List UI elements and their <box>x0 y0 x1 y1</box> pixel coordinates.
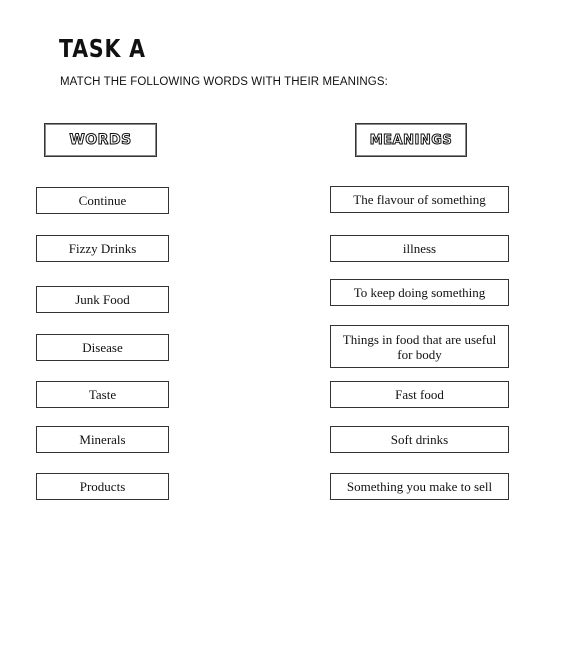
meaning-box: Soft drinks <box>330 426 509 453</box>
words-column-header: WORDS <box>44 123 157 157</box>
meaning-box: The flavour of something <box>330 186 509 213</box>
meaning-box: Fast food <box>330 381 509 408</box>
instruction-text: MATCH THE FOLLOWING WORDS WITH THEIR MEANINGS: <box>60 76 388 88</box>
word-box: Taste <box>36 381 169 408</box>
meaning-box: illness <box>330 235 509 262</box>
page-title: TASK A <box>59 34 146 63</box>
meaning-box: Things in food that are useful for body <box>330 325 509 368</box>
word-box: Fizzy Drinks <box>36 235 169 262</box>
word-box: Junk Food <box>36 286 169 313</box>
meaning-box: To keep doing something <box>330 279 509 306</box>
meaning-box: Something you make to sell <box>330 473 509 500</box>
meanings-column-header: MEANINGS <box>355 123 467 157</box>
word-box: Continue <box>36 187 169 214</box>
word-box: Minerals <box>36 426 169 453</box>
word-box: Products <box>36 473 169 500</box>
word-box: Disease <box>36 334 169 361</box>
